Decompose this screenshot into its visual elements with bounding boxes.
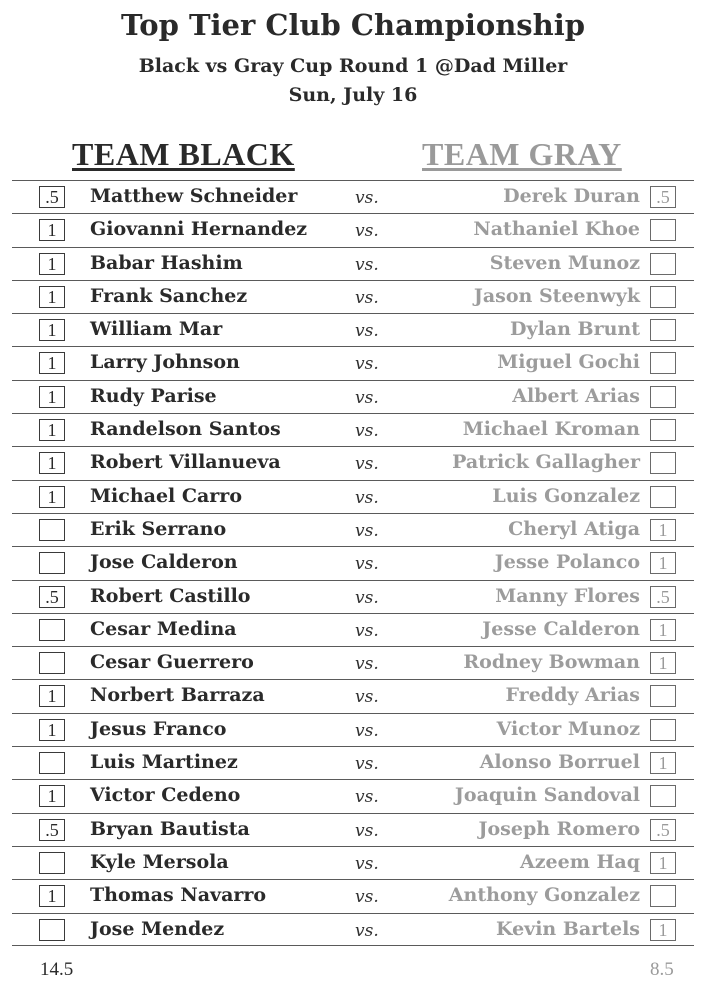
gray-player-name: Alonso Borruel [479,751,640,774]
gray-score-box [650,486,676,508]
black-player-name: Babar Hashim [90,251,243,274]
black-player-name: Norbert Barraza [90,684,265,707]
gray-player-name: Freddy Arias [505,684,640,707]
gray-player-name: Kevin Bartels [495,917,640,940]
match-row [12,779,694,812]
gray-score-box [650,785,676,807]
black-score-box: 1 [39,785,65,807]
vs-label: vs. [355,454,379,475]
black-score-box: 1 [39,685,65,707]
vs-label: vs. [355,754,379,775]
vs-label: vs. [355,820,379,841]
black-score-box [39,752,65,774]
team-gray-heading: TEAM GRAY [422,136,622,172]
black-score-box: 1 [39,253,65,275]
vs-label: vs. [355,254,379,275]
gray-player-name: Steven Munoz [489,251,640,274]
black-score-box: 1 [39,319,65,341]
black-player-name: Thomas Navarro [90,884,267,907]
black-player-name: Matthew Schneider [90,185,298,207]
gray-player-name: Rodney Bowman [463,651,640,674]
gray-score-box: 1 [650,752,676,774]
vs-label: vs. [355,188,379,208]
team-black-total: 14.5 [40,959,74,980]
vs-label: vs. [355,887,379,908]
black-score-box: 1 [39,486,65,508]
match-row [12,813,694,846]
vs-label: vs. [355,720,379,741]
match-table [12,180,694,946]
match-row [12,679,694,712]
match-row [12,213,694,246]
black-score-box [39,619,65,641]
vs-label: vs. [355,421,379,442]
vs-label: vs. [355,620,379,641]
black-score-box [39,852,65,874]
match-row [12,180,694,213]
black-score-box: 1 [39,286,65,308]
black-score-box: 1 [39,452,65,474]
gray-score-box: 1 [650,652,676,674]
gray-player-name: Victor Munoz [496,717,640,740]
black-player-name: Giovanni Hernandez [90,218,308,241]
vs-label: vs. [355,321,379,342]
gray-score-box [650,885,676,907]
gray-score-box: .5 [650,819,676,841]
gray-player-name: Jason Steenwyk [473,284,640,307]
vs-label: vs. [355,787,379,808]
match-row [12,513,694,546]
black-score-box: .5 [39,819,65,841]
black-score-box [39,552,65,574]
gray-player-name: Manny Flores [495,584,640,607]
black-score-box: 1 [39,419,65,441]
gray-score-box [650,719,676,741]
gray-player-name: Cheryl Atiga [508,517,640,540]
match-row [12,413,694,446]
gray-player-name: Joseph Romero [478,817,640,840]
match-row [12,546,694,579]
black-score-box: 1 [39,352,65,374]
gray-player-name: Nathaniel Khoe [473,218,640,241]
black-score-box: .5 [39,186,65,208]
gray-score-box [650,419,676,441]
match-row [12,446,694,479]
vs-label: vs. [355,687,379,708]
black-player-name: Michael Carro [90,484,242,507]
gray-player-name: Joaquin Sandoval [454,784,640,807]
vs-label: vs. [355,221,379,242]
vs-label: vs. [355,487,379,508]
gray-player-name: Patrick Gallagher [452,451,640,474]
match-row [12,480,694,513]
match-row [12,646,694,679]
black-player-name: Erik Serrano [90,517,227,540]
gray-player-name: Albert Arias [512,384,640,407]
black-player-name: Cesar Medina [90,617,237,640]
team-gray-total: 8.5 [650,959,674,980]
black-score-box [39,919,65,941]
black-player-name: Luis Martinez [90,751,238,774]
black-score-box: 1 [39,219,65,241]
black-player-name: Randelson Santos [90,418,281,441]
match-row [12,746,694,779]
vs-label: vs. [355,853,379,874]
gray-player-name: Anthony Gonzalez [448,884,640,907]
black-player-name: Robert Castillo [90,584,251,607]
vs-label: vs. [355,287,379,308]
black-player-name: Jose Mendez [90,917,225,940]
gray-player-name: Dylan Brunt [510,318,640,341]
black-player-name: Jose Calderon [90,551,238,574]
black-score-box [39,652,65,674]
gray-score-box [650,685,676,707]
gray-player-name: Luis Gonzalez [492,484,640,507]
black-player-name: Larry Johnson [90,351,240,374]
gray-score-box [650,452,676,474]
match-row [12,713,694,746]
gray-score-box: 1 [650,852,676,874]
gray-score-box [650,319,676,341]
match-row [12,380,694,413]
black-score-box: 1 [39,386,65,408]
vs-label: vs. [355,387,379,408]
black-score-box: .5 [39,586,65,608]
gray-score-box [650,352,676,374]
gray-player-name: Jesse Polanco [494,551,640,574]
gray-score-box: 1 [650,519,676,541]
gray-score-box: 1 [650,619,676,641]
match-row [12,913,694,946]
match-row [12,247,694,280]
gray-score-box: .5 [650,186,676,208]
vs-label: vs. [355,587,379,608]
match-row [12,613,694,646]
black-player-name: William Mar [90,318,223,341]
black-player-name: Frank Sanchez [90,284,248,307]
black-score-box: 1 [39,885,65,907]
vs-label: vs. [355,654,379,675]
gray-score-box [650,286,676,308]
gray-player-name: Miguel Gochi [497,351,640,374]
black-score-box: 1 [39,719,65,741]
black-player-name: Bryan Bautista [90,817,250,840]
vs-label: vs. [355,520,379,541]
gray-score-box [650,386,676,408]
vs-label: vs. [355,354,379,375]
black-player-name: Robert Villanueva [90,451,281,474]
team-black-heading: TEAM BLACK [72,136,295,172]
event-date: Sun, July 16 [288,84,418,106]
black-player-name: Victor Cedeno [90,784,241,807]
gray-score-box [650,253,676,275]
gray-player-name: Derek Duran [503,185,640,207]
gray-score-box: 1 [650,919,676,941]
gray-player-name: Jesse Calderon [482,617,640,640]
match-row [12,879,694,912]
match-row [12,313,694,346]
vs-label: vs. [355,920,379,941]
black-player-name: Kyle Mersola [90,850,229,873]
gray-score-box: .5 [650,586,676,608]
gray-player-name: Azeem Haq [520,850,640,873]
black-player-name: Jesus Franco [90,717,227,740]
page-subtitle: Black vs Gray Cup Round 1 @Dad Miller [138,55,568,77]
match-row [12,280,694,313]
black-score-box [39,519,65,541]
match-row [12,580,694,613]
page-title: Top Tier Club Championship [120,8,585,42]
black-player-name: Rudy Parise [90,384,217,407]
match-row [12,846,694,879]
gray-score-box [650,219,676,241]
gray-score-box: 1 [650,552,676,574]
black-player-name: Cesar Guerrero [90,651,254,674]
vs-label: vs. [355,554,379,575]
match-row [12,346,694,379]
gray-player-name: Michael Kroman [462,418,640,441]
